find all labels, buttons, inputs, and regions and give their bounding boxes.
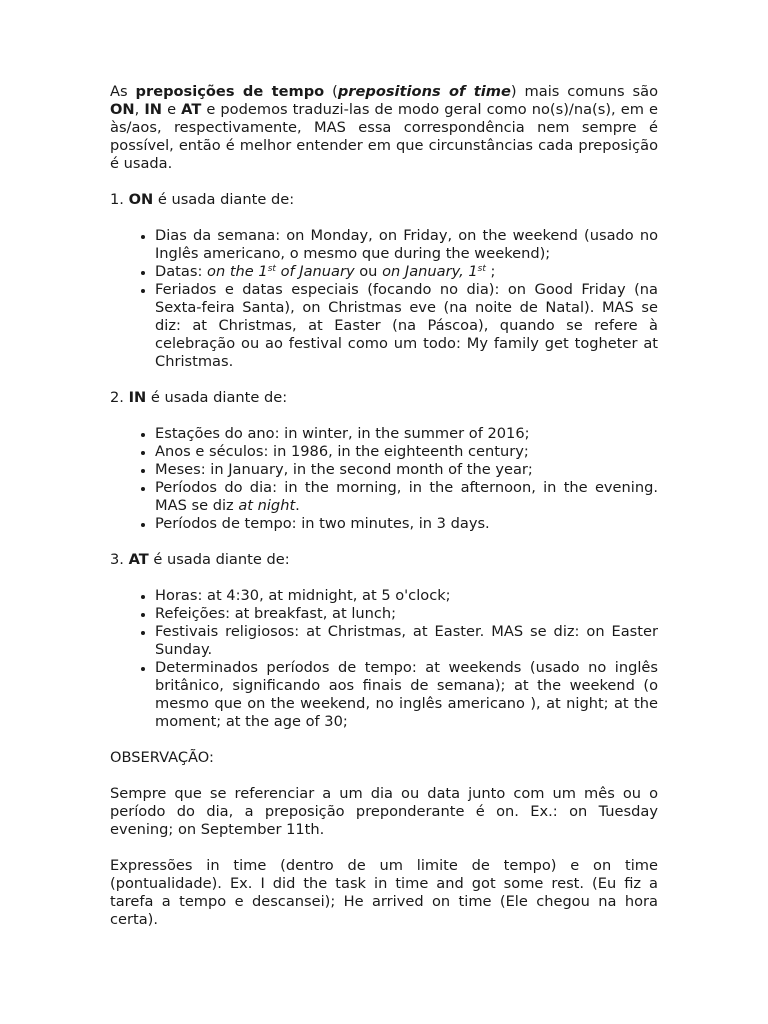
section-heading-in (110, 389, 658, 407)
item-italic: on January, 1 (382, 263, 478, 280)
section-heading-text: é usada diante de: (146, 389, 288, 406)
list-item: • Refeições: at breakfast, at lunch; (155, 605, 658, 623)
item-italic: at night (238, 497, 296, 514)
list-item: • Meses: in January, in the second month of the year; (155, 461, 658, 479)
section-heading-at (110, 551, 658, 569)
intro-at: AT (181, 101, 202, 118)
item-text: . (295, 497, 300, 514)
section-heading-on (110, 191, 658, 209)
intro-bold-term: preposições de tempo (135, 83, 325, 100)
section-keyword: IN (128, 389, 147, 406)
item-text: ; (485, 263, 496, 280)
intro-in: IN (144, 101, 163, 118)
item-italic: on the 1 (207, 263, 268, 280)
section-number: 3. (110, 551, 129, 568)
intro-english-term: prepositions of time (337, 83, 511, 100)
observation-title: OBSERVAÇÃO: (110, 749, 214, 766)
section-number: 2. (110, 389, 129, 406)
in-list (110, 425, 658, 533)
item-text: ou (354, 263, 383, 280)
list-item: • Estações do ano: in winter, in the summer of 2016; (155, 425, 658, 443)
item-text: Períodos do dia: in the morning, in the afternoon, in the evening. MAS se diz (155, 479, 658, 514)
list-item (155, 479, 658, 515)
on-list (110, 227, 658, 371)
section-heading-text: é usada diante de: (153, 191, 295, 208)
observation-paragraph: Sempre que se referenciar a um dia ou data junto com um mês ou o período do dia, a preposição preponderante é on. Ex.: on Tuesday evening; on September 11th. (110, 785, 658, 838)
item-text: Datas: (155, 263, 208, 280)
intro-on: ON (110, 101, 135, 118)
intro-text: As (110, 83, 136, 100)
at-list (110, 587, 658, 731)
section-keyword: ON (128, 191, 154, 208)
intro-paragraph (110, 83, 658, 173)
intro-text: ) mais comuns são (510, 83, 658, 100)
intro-text: e (162, 101, 182, 118)
intro-text: , (134, 101, 145, 118)
observation-paragraph: Expressões in time (dentro de um limite de tempo) e on time (pontualidade). Ex. I did the task in time and got some rest. (Eu fiz a tarefa a tempo e descansei); He arrived on time (Ele chegou na hora certa). (110, 857, 658, 928)
list-item (155, 263, 658, 281)
list-item: • Festivais religiosos: at Christmas, at Easter. MAS se diz: on Easter Sunday. (155, 623, 658, 659)
list-item: • Determinados períodos de tempo: at weekends (usado no inglês britânico, significando aos finais de semana); at the weekend (o mesmo que on the weekend, no inglês americano ), at night; at the moment; at the age of 30; (155, 659, 658, 731)
list-item: • Anos e séculos: in 1986, in the eighteenth century; (155, 443, 658, 461)
intro-text: e podemos traduzi-las de modo geral como no(s)/na(s), em e às/aos, respectivamente, MAS essa correspondência nem sempre é possível, então é melhor entender em que circunstâncias cada preposição é usada. (110, 101, 658, 172)
section-heading-text: é usada diante de: (148, 551, 290, 568)
section-number: 1. (110, 191, 129, 208)
intro-text: ( (324, 83, 338, 100)
list-item: • Dias da semana: on Monday, on Friday, on the weekend (usado no Inglês americano, o mesmo que during the weekend); (155, 227, 658, 263)
list-item: • Feriados e datas especiais (focando no dia): on Good Friday (na Sexta-feira Santa), on Christmas eve (na noite de Natal). MAS se diz: at Christmas, at Easter (na Páscoa), quando se refere à celebração ou ao festival como um todo: My family get togheter at Christmas. (155, 281, 658, 371)
section-keyword: AT (128, 551, 149, 568)
list-item: • Horas: at 4:30, at midnight, at 5 o'clock; (155, 587, 658, 605)
list-item: • Períodos de tempo: in two minutes, in 3 days. (155, 515, 658, 533)
item-italic: of January (275, 263, 355, 280)
ordinal-suffix: st (267, 264, 276, 274)
ordinal-suffix: st (477, 264, 486, 274)
